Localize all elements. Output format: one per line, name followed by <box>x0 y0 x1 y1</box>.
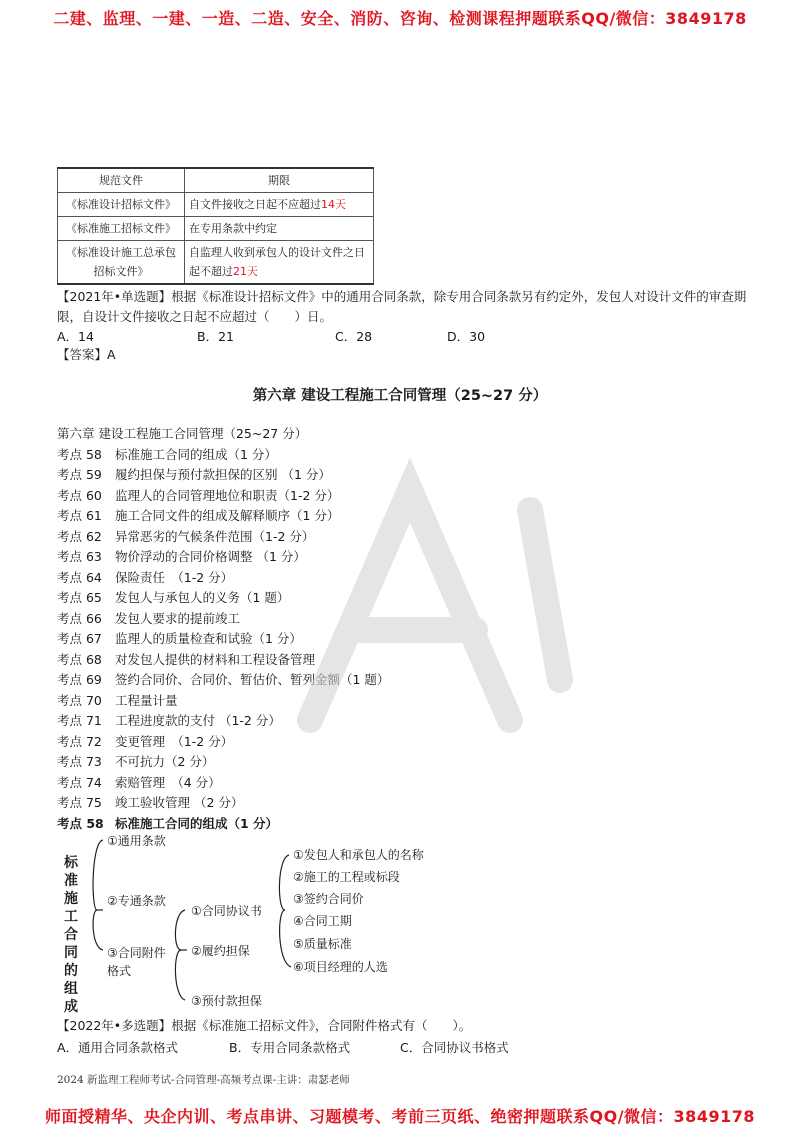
outline-item <box>57 609 389 630</box>
outline-item <box>57 547 389 568</box>
diagram-root: 标准施工合同的组成 <box>64 855 78 1015</box>
question-2021 <box>57 287 747 327</box>
diagram-l2-item: ②履约担保 <box>191 944 250 958</box>
outline-item <box>57 629 389 650</box>
banner-bottom: 师面授精华、央企内训、考点串讲、习题模考、考前三页纸、绝密押题联系QQ/微信：3849178 <box>45 1107 755 1126</box>
outline-item-value: 索赔管理 （4 分） <box>115 774 221 790</box>
table-cell-doc: 《标准设计招标文件》 <box>58 193 185 217</box>
outline-item-key: 考点 67 <box>57 631 102 646</box>
outline-item-key: 考点 58 <box>57 446 102 462</box>
question-prefix: 【2022年•多选题】 <box>57 1018 172 1033</box>
outline-item-key: 考点 68 <box>57 651 102 667</box>
diagram-l1-item: ③合同附件格式 <box>107 946 166 978</box>
table-cell-doc: 《标准设计施工总承包招标文件》 <box>58 241 185 285</box>
outline-item-value: 工程进度款的支付 （1-2 分） <box>115 713 281 728</box>
diagram-l2-item: ①合同协议书 <box>191 904 262 918</box>
outline-item-key: 考点 61 <box>57 508 102 523</box>
outline-item-key: 考点 63 <box>57 549 102 564</box>
table-header-row <box>58 168 374 193</box>
diagram-l1-item: ①通用条款 <box>107 834 166 848</box>
option-c: C．合同协议书格式 <box>400 1040 509 1055</box>
diagram-l2-item: ③预付款担保 <box>191 994 262 1008</box>
outline-item-value: 物价浮动的合同价格调整 （1 分） <box>115 549 306 564</box>
table-header: 期限 <box>185 168 374 193</box>
outline-item-key: 考点 70 <box>57 692 102 708</box>
outline-item-value: 发包人与承包人的义务（1 题） <box>115 590 290 605</box>
table-row <box>58 193 374 217</box>
outline-item <box>57 752 389 773</box>
outline-item-key: 考点 62 <box>57 528 102 544</box>
footer-note: 2024 新监理工程师考试-合同管理-高频考点课-主讲：肃瑟老师 <box>57 1074 350 1086</box>
outline-item-key: 考点 74 <box>57 774 102 790</box>
outline-item-key: 考点 65 <box>57 590 102 605</box>
outline-item-value: 不可抗力（2 分） <box>115 754 215 769</box>
outline-item <box>57 486 389 507</box>
diagram-l3-item: ②施工的工程或标段 <box>293 870 400 884</box>
outline-item <box>57 588 389 609</box>
option-a: A．通用合同条款格式 <box>57 1040 179 1055</box>
outline-item-value: 工程量计量 <box>115 692 178 708</box>
diagram-l3-item: ③签约合同价 <box>293 892 364 906</box>
outline-item-value: 监理人的质量检查和试验（1 分） <box>115 631 302 646</box>
outline-item-value: 竣工验收管理 （2 分） <box>115 795 244 810</box>
option-b: B．21 <box>197 329 234 344</box>
outline-item-key: 考点 69 <box>57 672 102 687</box>
topic-outline <box>57 424 389 834</box>
table-row <box>58 241 374 285</box>
outline-heading: 第六章 建设工程施工合同管理（25~27 分） <box>57 426 308 441</box>
question-stem: 根据《标准设计招标文件》中的通用合同条款，除专用合同条款另有约定外，发包人对设计文件的审查期限，自设计文件接收之日起不应超过（ ）日。 <box>57 289 747 324</box>
table-cell-doc: 《标准施工招标文件》 <box>58 217 185 241</box>
table-cell-term: 自文件接收之日起不应超过14天 <box>185 193 374 217</box>
outline-item-value: 对发包人提供的材料和工程设备管理 <box>115 651 316 667</box>
banner-top: 二建、监理、一建、一造、二造、安全、消防、咨询、检测课程押题联系QQ/微信：3849178 <box>53 9 747 28</box>
question-stem: 根据《标准施工招标文件》，合同附件格式有（ ）。 <box>171 1018 472 1033</box>
option-b: B．专用合同条款格式 <box>229 1040 351 1055</box>
outline-item-key: 考点 71 <box>57 713 102 728</box>
diagram-l3-item: ①发包人和承包人的名称 <box>293 848 424 862</box>
option-c: C．28 <box>335 329 373 344</box>
outline-item <box>57 793 389 814</box>
diagram-l1-item: ②专通条款 <box>107 894 166 908</box>
chapter-title: 第六章 建设工程施工合同管理（25~27 分） <box>252 388 548 404</box>
option-d: D．30 <box>447 329 486 344</box>
outline-item <box>57 650 389 671</box>
outline-item-key: 考点 66 <box>57 610 102 626</box>
table-row <box>58 217 374 241</box>
outline-item-value: 发包人要求的提前竣工 <box>115 610 241 626</box>
outline-item-value: 变更管理 （1-2 分） <box>115 733 234 749</box>
composition-diagram <box>55 828 475 1013</box>
outline-item-key: 考点 59 <box>57 467 102 482</box>
outline-item-value: 履约担保与预付款担保的区别 （1 分） <box>115 467 331 482</box>
outline-item <box>57 670 389 691</box>
outline-item <box>57 445 389 466</box>
table-cell-term: 在专用条款中约定 <box>185 217 374 241</box>
outline-item <box>57 732 389 753</box>
outline-item <box>57 711 389 732</box>
diagram-l3-item: ⑥项目经理的人选 <box>293 960 388 974</box>
option-a: A．14 <box>57 329 94 344</box>
deadline-table <box>57 167 374 285</box>
outline-item-key: 考点 75 <box>57 795 102 810</box>
outline-item <box>57 691 389 712</box>
diagram-l3-item: ④合同工期 <box>293 914 352 928</box>
outline-item <box>57 773 389 794</box>
table-cell-term: 自监理人收到承包人的设计文件之日起不超过21天 <box>185 241 374 285</box>
section-heading: 考点 58 标准施工合同的组成（1 分） <box>57 815 279 831</box>
outline-item-value: 保险责任 （1-2 分） <box>115 569 234 585</box>
outline-item-value: 监理人的合同管理地位和职责（1-2 分） <box>115 487 340 503</box>
outline-item-key: 考点 73 <box>57 754 102 769</box>
question-2022 <box>57 1016 747 1036</box>
diagram-l3-item: ⑤质量标准 <box>293 937 352 951</box>
outline-item <box>57 568 389 589</box>
table-header: 规范文件 <box>58 168 185 193</box>
outline-item-key: 考点 60 <box>57 487 102 503</box>
question-prefix: 【2021年•单选题】 <box>57 289 172 304</box>
outline-item-value: 标准施工合同的组成（1 分） <box>115 446 277 462</box>
outline-item-value: 异常恶劣的气候条件范围（1-2 分） <box>115 528 315 544</box>
outline-item-key: 考点 64 <box>57 569 102 585</box>
outline-item <box>57 465 389 486</box>
outline-item <box>57 506 389 527</box>
outline-item-value: 签约合同价、合同价、暂估价、暂列金额（1 题） <box>115 672 390 687</box>
outline-item-value: 施工合同文件的组成及解释顺序（1 分） <box>115 508 340 523</box>
outline-item-key: 考点 72 <box>57 733 102 749</box>
outline-item <box>57 527 389 548</box>
answer: 【答案】A <box>57 347 116 362</box>
